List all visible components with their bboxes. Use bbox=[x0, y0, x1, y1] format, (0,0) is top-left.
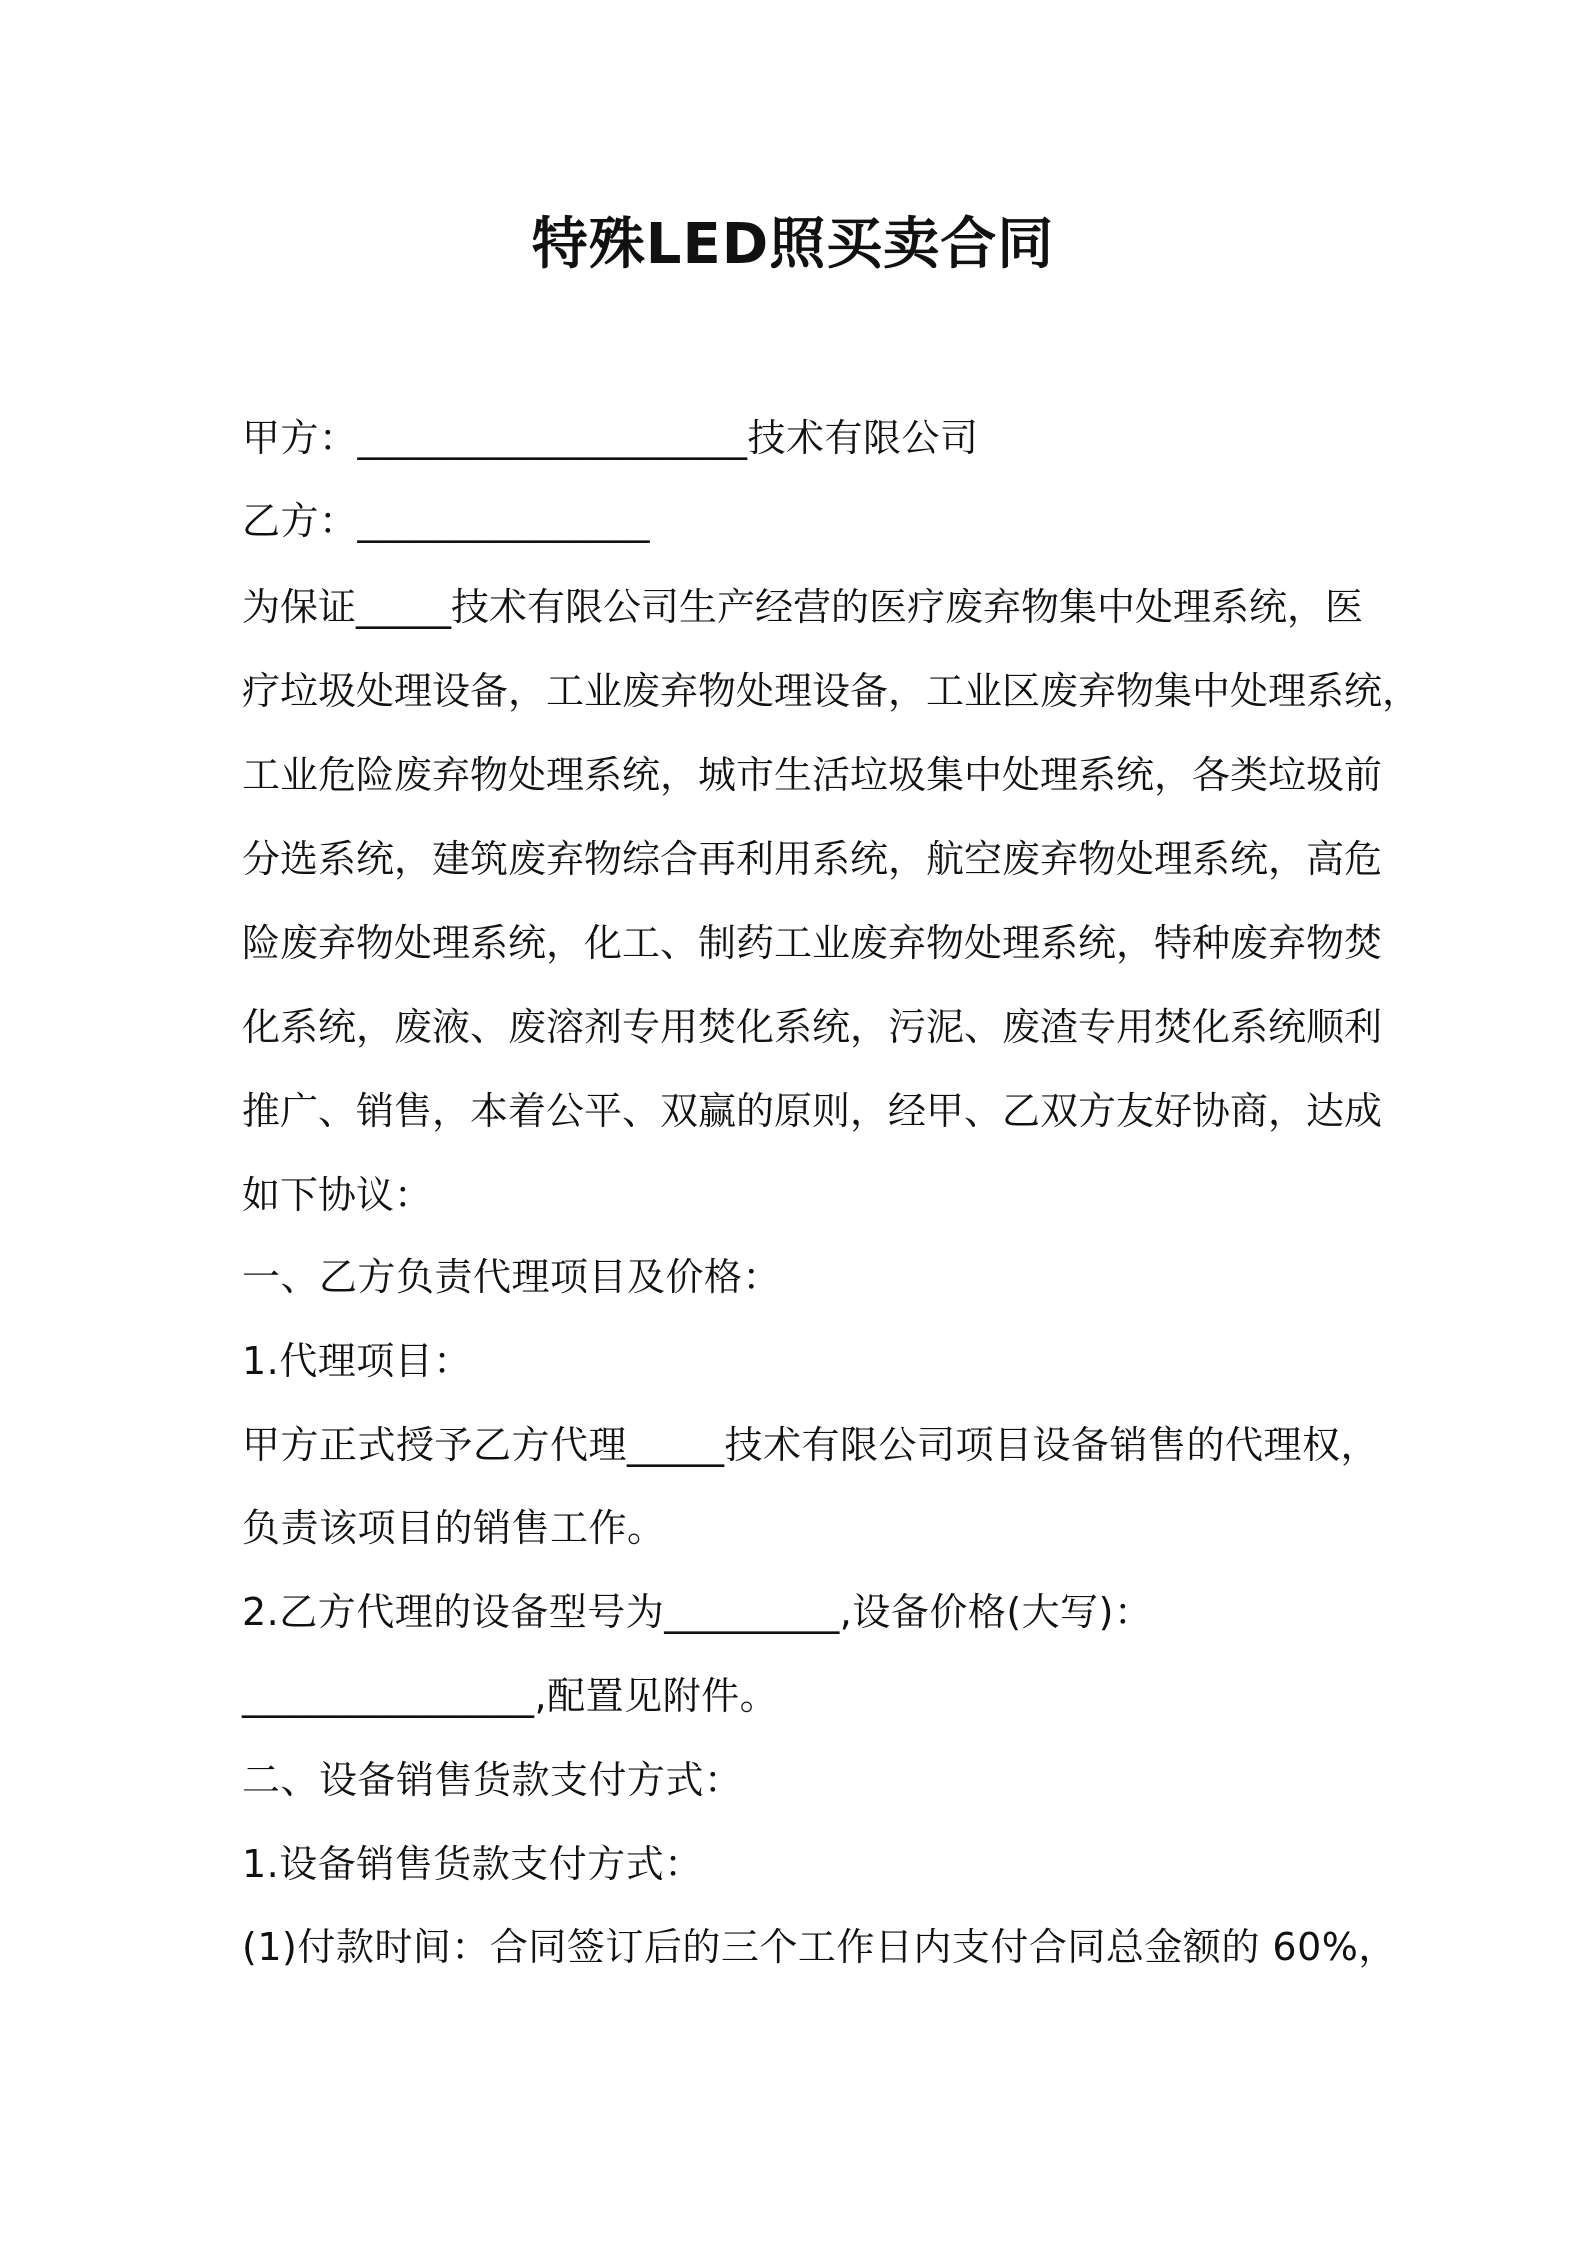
section-1-heading: 一、乙方负责代理项目及价格： bbox=[242, 1255, 782, 1299]
item-2-text: 2.乙方代理的设备型号为_________,设备价格(大写)： bbox=[242, 1590, 1153, 1634]
intro-line: 疗垃圾处理设备，工业废弃物处理设备，工业区废弃物集中处理系统， bbox=[242, 669, 1421, 713]
item-1-text: 负责该项目的销售工作。 bbox=[242, 1506, 666, 1550]
item-1-heading: 1.代理项目： bbox=[242, 1339, 472, 1383]
payment-item: (1)付款时间：合同签订后的三个工作日内支付合同总金额的 60%， bbox=[242, 1925, 1397, 1969]
intro-line: 推广、销售，本着公平、双赢的原则，经甲、乙双方友好协商，达成 bbox=[242, 1089, 1383, 1133]
item-2-text: _______________,配置见附件。 bbox=[242, 1674, 779, 1718]
intro-line: 如下协议： bbox=[242, 1173, 433, 1217]
intro-line: 为保证_____技术有限公司生产经营的医疗废弃物集中处理系统，医 bbox=[242, 585, 1364, 629]
payment-heading: 1.设备销售货款支付方式： bbox=[242, 1842, 703, 1886]
document-title: 特殊LED照买卖合同 bbox=[531, 212, 1055, 277]
intro-line: 险废弃物处理系统，化工、制药工业废弃物处理系统，特种废弃物焚 bbox=[242, 921, 1383, 965]
intro-line: 分选系统，建筑废弃物综合再利用系统，航空废弃物处理系统，高危 bbox=[242, 837, 1383, 881]
party-a-line: 甲方：____________________技术有限公司 bbox=[242, 416, 979, 460]
intro-paragraph bbox=[242, 565, 1421, 1237]
party-b-line: 乙方：_______________ bbox=[242, 499, 651, 543]
intro-line: 工业危险废弃物处理系统，城市生活垃圾集中处理系统，各类垃圾前 bbox=[242, 753, 1383, 797]
intro-line: 化系统，废液、废溶剂专用焚化系统，污泥、废渣专用焚化系统顺利 bbox=[242, 1005, 1383, 1049]
section-2-heading: 二、设备销售货款支付方式： bbox=[242, 1758, 743, 1802]
item-1-text: 甲方正式授予乙方代理_____技术有限公司项目设备销售的代理权， bbox=[242, 1423, 1380, 1467]
